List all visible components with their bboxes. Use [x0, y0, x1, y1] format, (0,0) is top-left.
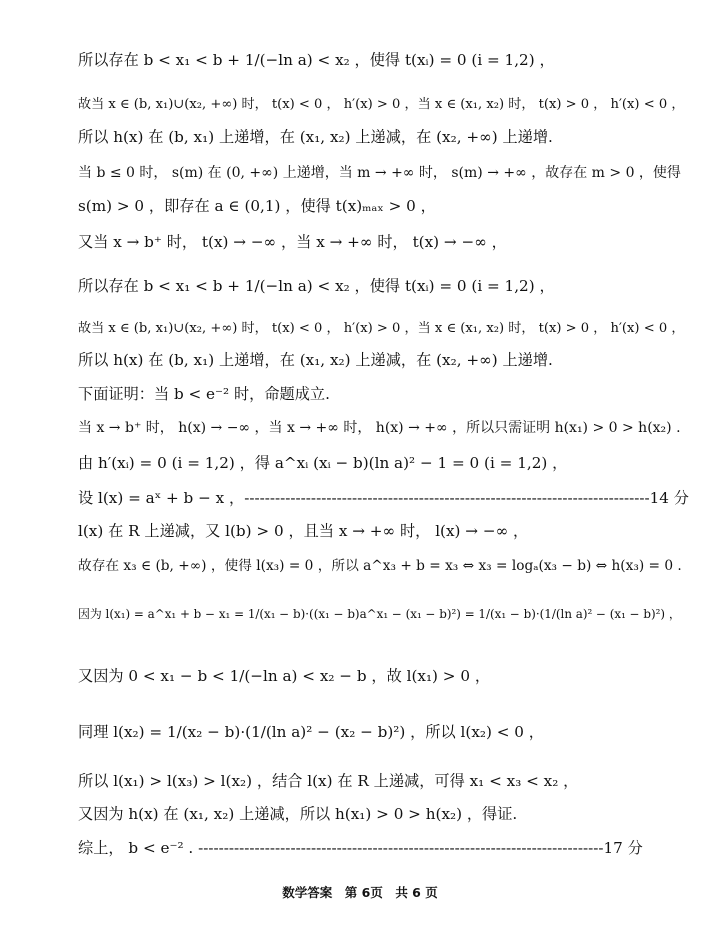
text-line-6: 又当 x → b⁺ 时， t(x) → −∞ ，当 x → +∞ 时， t(x) → −∞ ，	[78, 233, 507, 251]
text-line-4: 当 b ≤ 0 时， s(m) 在 (0, +∞) 上递增，当 m → +∞ 时， s(m) → +∞ ，故存在 m > 0 ，使得	[78, 165, 681, 181]
text-line-11: 当 x → b⁺ 时， h(x) → −∞ ，当 x → +∞ 时， h(x) → +∞ ，所以只需证明 h(x₁) > 0 > h(x₂) .	[78, 420, 681, 436]
text-line-7: 所以存在 b < x₁ < b + 1/(−ln a) < x₂ ，使得 t(xᵢ) = 0 (i = 1,2) ，	[78, 277, 555, 295]
text-line-16: 因为 l(x₁) = a^x₁ + b − x₁ = 1/(x₁ − b)·((x₁ − b)a^x₁ − (x₁ − b)²) = 1/(x₁ − b)·(1/(ln a)² − (x₁ − b)²) ，	[78, 607, 681, 621]
text-line-15: 故存在 x₃ ∈ (b, +∞) ，使得 l(x₃) = 0 ，所以 a^x₃ + b = x₃ ⇔ x₃ = logₐ(x₃ − b) ⇔ h(x₃) = 0 .	[78, 558, 682, 574]
text-line-9: 所以 h(x) 在 (b, x₁) 上递增，在 (x₁, x₂) 上递减，在 (x₂, +∞) 上递增.	[78, 351, 553, 369]
text-line-10: 下面证明：当 b < e⁻² 时，命题成立.	[78, 385, 330, 403]
text-line-17: 又因为 0 < x₁ − b < 1/(−ln a) < x₂ − b ，故 l(x₁) > 0 ，	[78, 667, 491, 685]
text-line-19: 所以 l(x₁) > l(x₃) > l(x₂) ，结合 l(x) 在 R 上递减，可得 x₁ < x₃ < x₂ ，	[78, 772, 579, 790]
page-footer: 数学答案 第 6页 共 6 页	[282, 885, 438, 900]
text-line-1: 所以存在 b < x₁ < b + 1/(−ln a) < x₂ ，使得 t(xᵢ) = 0 (i = 1,2) ，	[78, 51, 555, 69]
text-line-2: 故当 x ∈ (b, x₁)∪(x₂, +∞) 时， t(x) < 0 ， h′(x) > 0 ，当 x ∈ (x₁, x₂) 时， t(x) > 0 ， h′(x) < 0 ，	[78, 97, 685, 112]
text-line-8: 故当 x ∈ (b, x₁)∪(x₂, +∞) 时， t(x) < 0 ， h′(x) > 0 ，当 x ∈ (x₁, x₂) 时， t(x) > 0 ， h′(x) < 0 ，	[78, 321, 685, 336]
text-line-21: 综上， b < e⁻² . -------------------------------------------------------------------------------17 分	[78, 839, 643, 857]
text-line-3: 所以 h(x) 在 (b, x₁) 上递增，在 (x₁, x₂) 上递减，在 (x₂, +∞) 上递增.	[78, 128, 553, 146]
text-line-12: 由 h′(xᵢ) = 0 (i = 1,2) ，得 a^xᵢ (xᵢ − b)(ln a)² − 1 = 0 (i = 1,2) ，	[78, 454, 568, 472]
text-line-14: l(x) 在 R 上递减，又 l(b) > 0 ，且当 x → +∞ 时， l(x) → −∞ ，	[78, 522, 529, 540]
text-line-5: s(m) > 0 ，即存在 a ∈ (0,1) ，使得 t(x)ₘₐₓ > 0 ，	[78, 197, 436, 215]
text-line-20: 又因为 h(x) 在 (x₁, x₂) 上递减，所以 h(x₁) > 0 > h(x₂) ，得证.	[78, 805, 518, 823]
text-line-18: 同理 l(x₂) = 1/(x₂ − b)·(1/(ln a)² − (x₂ − b)²) ，所以 l(x₂) < 0 ，	[78, 723, 544, 741]
text-line-13: 设 l(x) = aˣ + b − x ，-------------------------------------------------------------------------------14 分	[78, 489, 689, 507]
